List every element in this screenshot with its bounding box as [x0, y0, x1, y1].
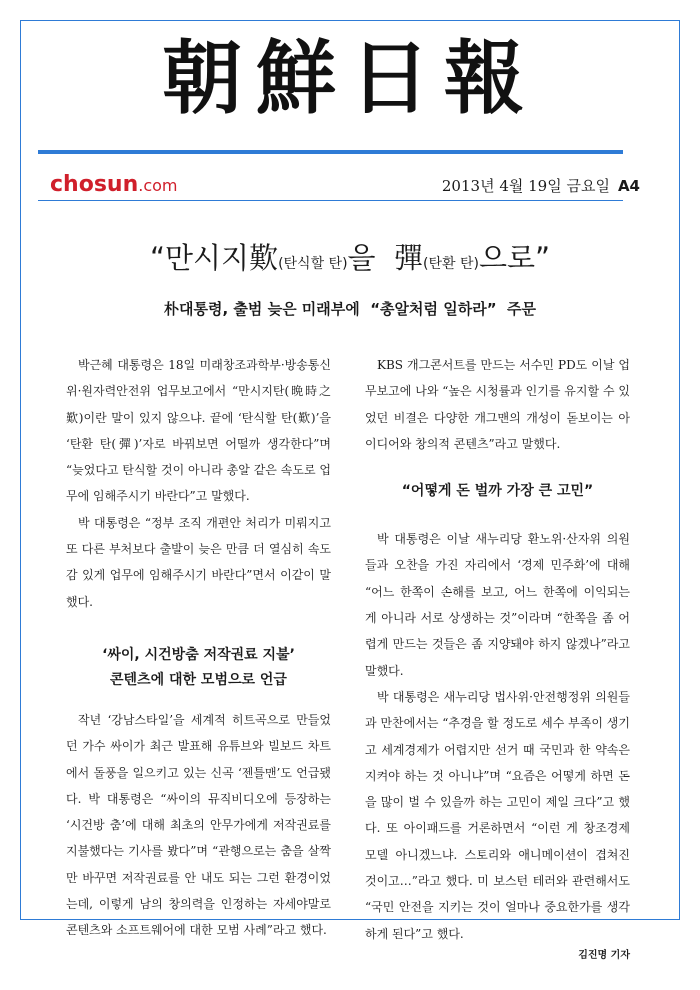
- masthead-rule-bottom: [38, 200, 623, 201]
- headline-close: 으로”: [478, 241, 551, 275]
- headline-gloss-1: (탄식할 탄): [278, 256, 348, 272]
- masthead-rule-top: [38, 150, 623, 154]
- paragraph: KBS 개그콘서트를 만드는 서수민 PD도 이날 업무보고에 나와 “높은 시청률과 인기를 유지할 수 있었던 비결은 다양한 개그맨의 개성이 돋보이는 아이디어와 창의적 콘텐츠”라고 말했다.: [365, 358, 630, 451]
- article-column-left: [66, 352, 331, 944]
- section-heading: “어떻게 돈 벌까 가장 큰 고민”: [401, 483, 594, 500]
- paragraph: 박 대통령은 새누리당 법사위·안전행정위 의원들과 만찬에서는 “추경을 할 정도로 세수 부족이 생기고 세계경제가 어렵지만 선거 때 국민과 한 약속은 지켜야 하는 것 아니냐”며 “요즘은 어떻게 하면 돈을 많이 벌 수 있을까 하는 고민이 제일 크다”고 했다. 또 아이패드를 거론하면서 “이런 게 창조경제 모델 아니겠느냐. 스토리와 애니메이션이 겹쳐진 것이고…”라고 했다. 미 보스턴 테러와 관련해서도 “국민 안전을 지키는 것이 얼마나 중요한가를 생각하게 된다”고 했다.: [365, 689, 630, 941]
- article-column-right: [365, 352, 630, 965]
- section-heading-line-2: 콘텐츠에 대한 모범으로 언급: [110, 671, 287, 688]
- paragraph: 작년 ‘강남스타일’을 세계적 히트곡으로 만들었던 가수 싸이가 최근 발표해 유튜브와 빌보드 차트에서 돌풍을 일으키고 있는 신곡 ‘젠틀맨’도 언급됐다. 박 대통령은 “싸이의 뮤직비디오에 등장하는 ‘시건방 춤’에 대해 최초의 안무가에게 저작권료를 지불했다는 기사를 봤다”며 “관행으로는 춤을 살짝만 바꾸면 저작권료를 안 내도 되는 그런 환경이었는데, 이렇게 남의 창의력을 인정하는 자세야말로 콘텐츠와 소프트웨어에 대한 모범 사례”라고 했다.: [66, 712, 331, 938]
- headline: [0, 238, 700, 284]
- brand-logo[interactable]: [50, 172, 178, 199]
- subheadline: 朴대통령, 출범 늦은 미래부에 “총알처럼 일하라” 주문: [164, 300, 536, 318]
- headline-open: “만시지歎: [149, 241, 279, 275]
- brand-tld: .com: [138, 176, 178, 195]
- masthead-title: 朝鮮日報: [162, 31, 538, 125]
- headline-gloss-2: (탄환 탄): [423, 256, 479, 272]
- paragraph: 박 대통령은 “정부 조직 개편안 처리가 미뤄지고 또 다른 부처보다 출발이 늦은 만큼 더 열심히 속도감 있게 업무에 임해주시기 바란다”면서 이같이 말했다.: [66, 515, 331, 609]
- paragraph: 박 대통령은 이날 새누리당 환노위·산자위 의원들과 오찬을 가진 자리에서 ‘경제 민주화’에 대해 “어느 한쪽이 손해를 보고, 어느 한쪽에 이익되는 게 아니라 서로 상생하는 것”이라며 “한쪽을 좀 어렵게 만드는 것들은 좀 지양돼야 하지 않겠나”라고 말했다.: [365, 532, 630, 678]
- issue-date: 2013년 4월 19일 금요일: [441, 177, 610, 195]
- page-number: A4: [617, 177, 640, 195]
- headline-mid: 을 彈: [347, 241, 423, 275]
- section-heading-line-1: ‘싸이, 시건방춤 저작권료 지불’: [102, 646, 295, 663]
- paragraph: 박근혜 대통령은 18일 미래창조과학부·방송통신위·원자력안전위 업무보고에서 “만시지탄(晩時之歎)이란 말이 있지 않으냐. 끝에 ‘탄식할 탄(歎)’을 ‘탄환 탄(彈)’자로 바꿔보면 어떨까 생각한다”며 “늦었다고 탄식할 것이 아니라 총알 같은 속도로 업무에 임해주시기 바란다”고 말했다.: [66, 358, 331, 504]
- brand-name: chosun: [50, 172, 139, 197]
- byline: 김진명 기자: [578, 949, 630, 961]
- dateline: [442, 176, 640, 196]
